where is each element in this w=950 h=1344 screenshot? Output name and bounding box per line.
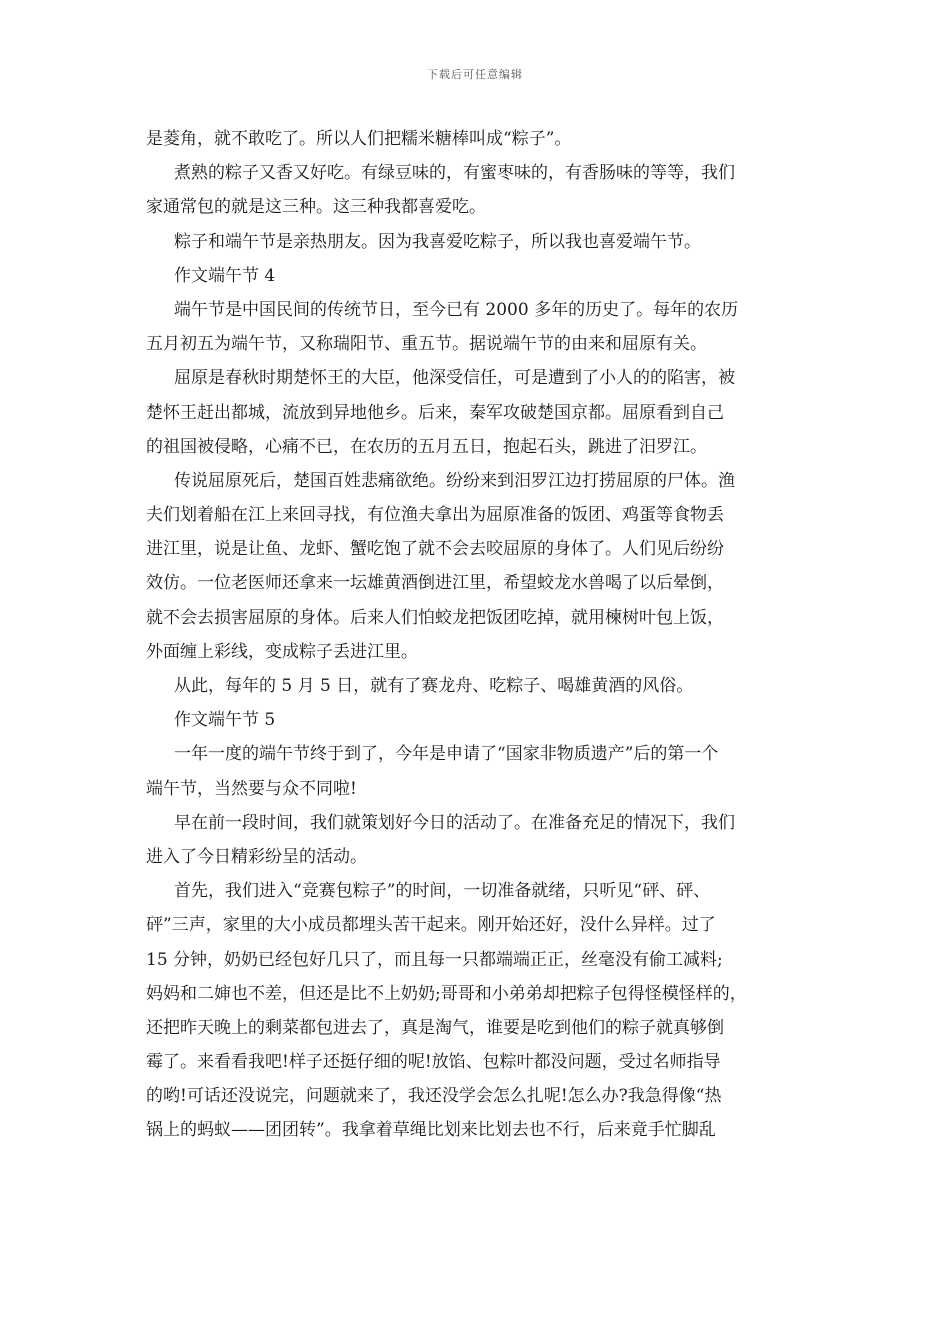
text-line: 15 分钟，奶奶已经包好几只了，而且每一只都端端正正，丝毫没有偷工减料;	[146, 949, 723, 970]
text-line: 进江里，说是让鱼、龙虾、蟹吃饱了就不会去咬屈原的身体了。人们见后纷纷	[146, 539, 724, 560]
text-line: 妈妈和二婶也不差，但还是比不上奶奶;哥哥和小弟弟却把粽子包得怪模怪样的，	[146, 983, 747, 1004]
text-line: 从此，每年的 5 月 5 日，就有了赛龙舟、吃粽子、喝雄黄酒的风俗。	[174, 676, 694, 696]
text-line: 端午节，当然要与众不同啦!	[146, 778, 357, 799]
text-line: 砰”三声，家里的大小成员都埋头苦干起来。刚开始还好，没什么异样。过了	[146, 915, 716, 936]
text-line: 外面缠上彩线，变成粽子丢进江里。	[146, 641, 418, 662]
page-header: 下载后可任意编辑	[427, 68, 523, 81]
text-line: 还把昨天晚上的剩菜都包进去了，真是淘气，谁要是吃到他们的粽子就真够倒	[146, 1017, 724, 1038]
text-line: 作文端午节 5	[174, 710, 276, 731]
text-line: 作文端午节 4	[174, 265, 276, 286]
text-line: 的哟!可话还没说完，问题就来了，我还没学会怎么扎呢!怎么办?我急得像“热	[146, 1086, 722, 1107]
text-line: 早在前一段时间，我们就策划好今日的活动了。在准备充足的情况下，我们	[174, 812, 735, 833]
text-line: 锅上的蚂蚁——团团转”。我拿着草绳比划来比划去也不行，后来竟手忙脚乱	[146, 1120, 716, 1141]
text-line: 的祖国被侵略，心痛不已，在农历的五月五日，抱起石头，跳进了汨罗江。	[146, 436, 707, 457]
text-line: 是菱角，就不敢吃了。所以人们把糯米糖棒叫成“粽子”。	[146, 129, 572, 149]
text-line: 霉了。来看看我吧!样子还挺仔细的呢!放馅、包粽叶都没问题，受过名师指导	[146, 1052, 721, 1073]
text-line: 端午节是中国民间的传统节日，至今已有 2000 多年的历史了。每年的农历	[174, 299, 739, 320]
text-line: 传说屈原死后，楚国百姓悲痛欲绝。纷纷来到汨罗江边打捞屈原的尸体。渔	[174, 470, 735, 491]
text-line: 首先，我们进入“竞赛包粽子”的时间，一切准备就绪，只听见“砰、砰、	[174, 881, 711, 902]
text-line: 效仿。一位老医师还拿来一坛雄黄酒倒进江里，希望蛟龙水兽喝了以后晕倒，	[146, 573, 724, 594]
document-body	[146, 122, 804, 1148]
text-line: 屈原是春秋时期楚怀王的大臣，他深受信任，可是遭到了小人的的陷害，被	[174, 368, 735, 389]
text-line: 五月初五为端午节，又称瑞阳节、重五节。据说端午节的由来和屈原有关。	[146, 334, 707, 355]
text-line: 家通常包的就是这三种。这三种我都喜爱吃。	[146, 197, 486, 218]
text-line: 一年一度的端午节终于到了，今年是申请了“国家非物质遗产”后的第一个	[174, 744, 719, 765]
text-line: 就不会去损害屈原的身体。后来人们怕蛟龙把饭团吃掉，就用楝树叶包上饭，	[146, 607, 724, 628]
text-line: 粽子和端午节是亲热朋友。因为我喜爱吃粽子，所以我也喜爱端午节。	[174, 231, 701, 252]
text-line: 进入了今日精彩纷呈的活动。	[146, 846, 367, 867]
text-line: 楚怀王赶出都城，流放到异地他乡。后来，秦军攻破楚国京都。屈原看到自己	[146, 402, 724, 423]
text-line: 夫们划着船在江上来回寻找，有位渔夫拿出为屈原准备的饭团、鸡蛋等食物丢	[146, 505, 724, 526]
text-line: 煮熟的粽子又香又好吃。有绿豆味的，有蜜枣味的，有香肠味的等等，我们	[174, 163, 735, 184]
